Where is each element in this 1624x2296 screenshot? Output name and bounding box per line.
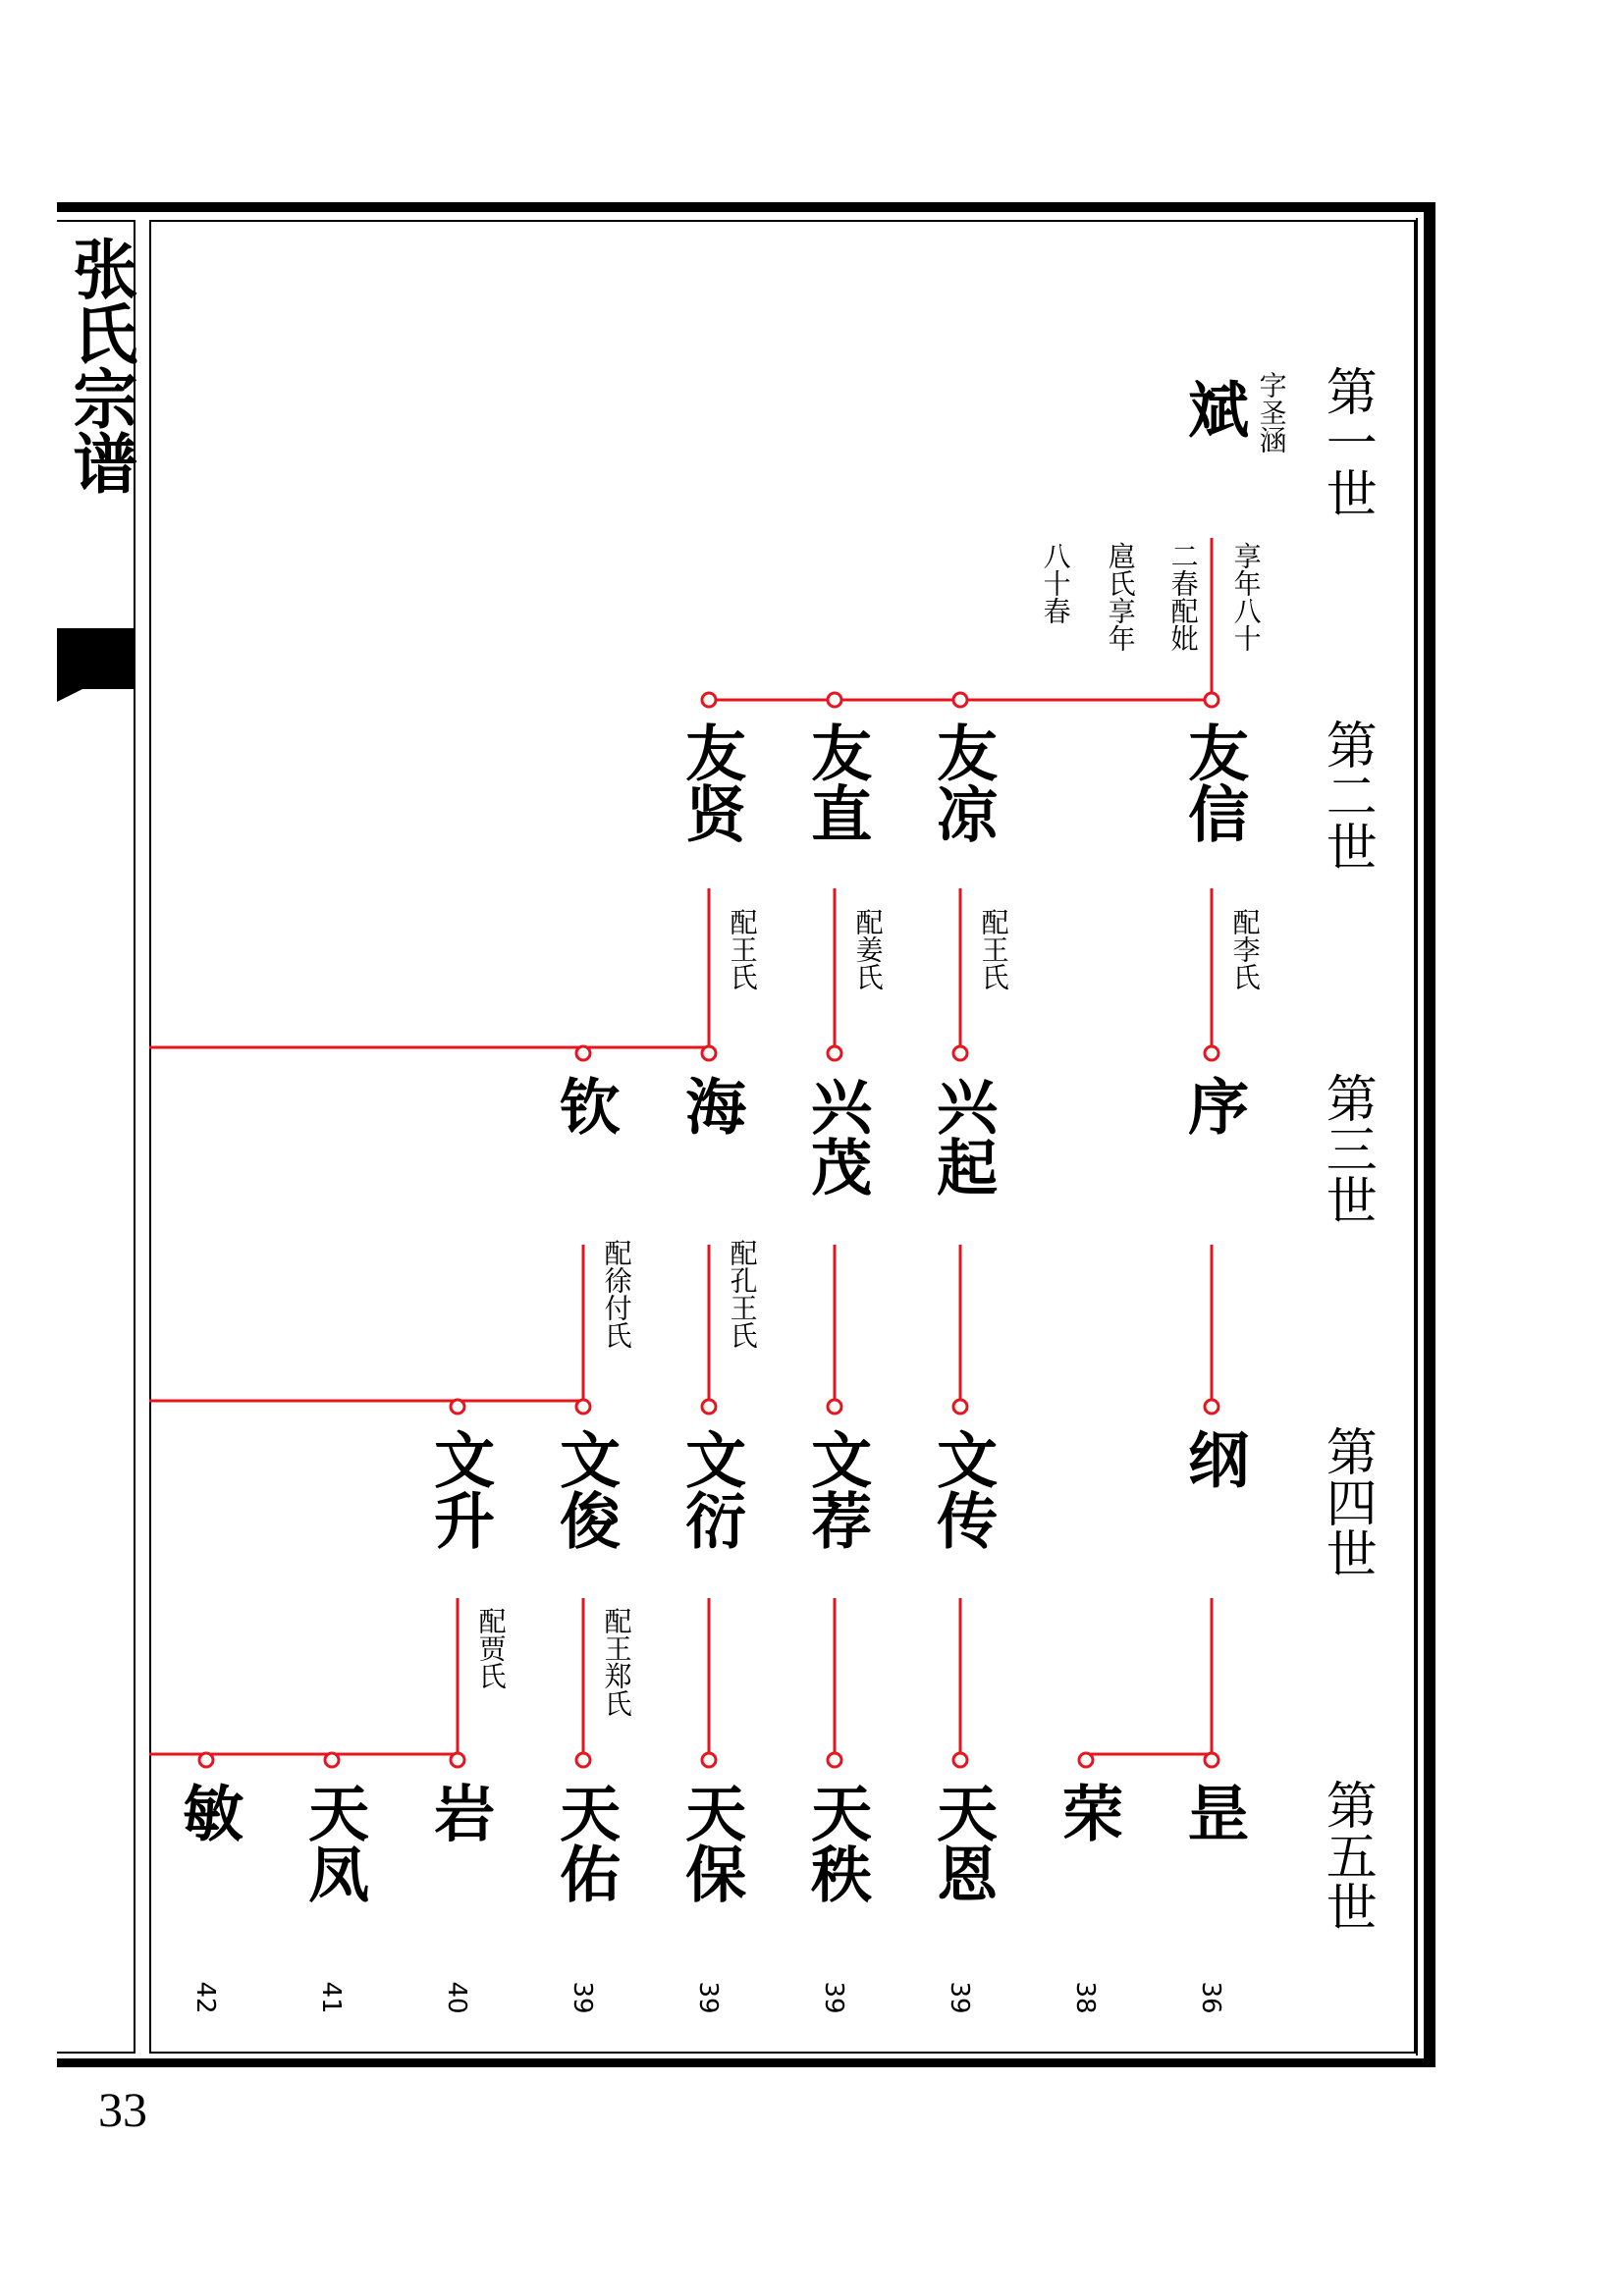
- person-gen5: 天恩: [926, 1782, 999, 1903]
- person-gen5: 天保: [675, 1782, 747, 1903]
- gen1-bio-line: 扈氏享年: [1104, 542, 1137, 652]
- person-gen5: 昰: [1177, 1782, 1250, 1842]
- reference-page-number: 42: [190, 1981, 220, 2014]
- person-gen3: 序: [1177, 1075, 1250, 1136]
- person-gen5: 敏: [172, 1782, 244, 1842]
- person-gen2: 友贤: [675, 721, 747, 843]
- connector-node: [828, 1400, 841, 1414]
- connector-node: [576, 1400, 590, 1414]
- connector-node: [451, 1753, 464, 1767]
- person-gen2: 友信: [1177, 721, 1250, 843]
- generation-label-3: 第三世: [1317, 1072, 1377, 1225]
- spouse-note: 配王郑氏: [600, 1607, 633, 1717]
- gen1-bio-line: 八十春: [1039, 542, 1072, 624]
- connector-node: [702, 1753, 716, 1767]
- generation-label-4: 第四世: [1317, 1425, 1377, 1578]
- person-gen4: 文升: [423, 1428, 496, 1550]
- connector-node: [576, 1753, 590, 1767]
- person-gen5: 天凤: [298, 1782, 370, 1903]
- spouse-note: 配孔王氏: [726, 1239, 759, 1349]
- reference-page-number: 40: [442, 1981, 471, 2014]
- connector-node: [702, 1400, 716, 1414]
- reference-page-number: 38: [1070, 1981, 1100, 2014]
- connector-node: [1205, 1400, 1218, 1414]
- generation-label-2: 第二世: [1317, 719, 1377, 872]
- person-gen5: 天佑: [549, 1782, 622, 1903]
- connector-node: [953, 1046, 967, 1060]
- gen1-bio-line: 享年八十: [1229, 542, 1263, 652]
- spouse-note: 配王氏: [977, 908, 1010, 990]
- connector-node: [953, 1400, 967, 1414]
- person-gen1: 斌: [1177, 378, 1250, 439]
- connector-node: [828, 1046, 841, 1060]
- reference-page-number: 39: [693, 1981, 723, 2014]
- connector-node: [325, 1753, 339, 1767]
- spouse-note: 配王氏: [726, 908, 759, 990]
- person-gen2: 友直: [800, 721, 873, 843]
- person-gen4: 文荐: [800, 1428, 873, 1550]
- page-number: 33: [98, 2082, 147, 2137]
- connector-node: [953, 693, 967, 707]
- person-gen5: 天秩: [800, 1782, 873, 1903]
- person-gen5: 岩: [423, 1782, 496, 1842]
- person-gen3: 兴茂: [800, 1075, 873, 1197]
- connector-node: [953, 1753, 967, 1767]
- connector-node: [451, 1400, 464, 1414]
- connector-node: [702, 1046, 716, 1060]
- person-gen4: 文传: [926, 1428, 999, 1550]
- connector-node: [1205, 1753, 1218, 1767]
- reference-page-number: 41: [316, 1981, 346, 2014]
- reference-page-number: 36: [1196, 1981, 1225, 2014]
- generation-label-5: 第五世: [1317, 1779, 1377, 1932]
- reference-page-number: 39: [945, 1981, 974, 2014]
- connector-node: [199, 1753, 213, 1767]
- connector-node: [576, 1046, 590, 1060]
- person-gen2: 友凉: [926, 721, 999, 843]
- gen1-bio-line: 二春配妣: [1166, 542, 1200, 652]
- connector-node: [828, 1753, 841, 1767]
- reference-page-number: 39: [568, 1981, 597, 2014]
- generation-label-1: 第一世: [1317, 365, 1377, 518]
- person-gen4: 文衍: [675, 1428, 747, 1550]
- spouse-note: 配姜氏: [851, 908, 885, 990]
- spouse-note: 配贾氏: [474, 1607, 508, 1689]
- spouse-note: 配李氏: [1228, 908, 1262, 990]
- gen1-style-note: 字圣涵: [1255, 371, 1288, 454]
- book-title: 张氏宗谱: [61, 236, 137, 495]
- person-gen5: 荣: [1052, 1782, 1124, 1842]
- reference-page-number: 39: [819, 1981, 848, 2014]
- person-gen3: 海: [675, 1075, 747, 1136]
- connector-node: [828, 693, 841, 707]
- connector-node: [1205, 693, 1218, 707]
- connector-node: [1079, 1753, 1093, 1767]
- spouse-note: 配徐付氏: [600, 1239, 633, 1349]
- connector-node: [702, 693, 716, 707]
- person-gen3: 钦: [549, 1075, 622, 1136]
- person-gen4: 纲: [1177, 1428, 1250, 1489]
- person-gen4: 文俊: [549, 1428, 622, 1550]
- person-gen3: 兴起: [926, 1075, 999, 1197]
- connector-node: [1205, 1046, 1218, 1060]
